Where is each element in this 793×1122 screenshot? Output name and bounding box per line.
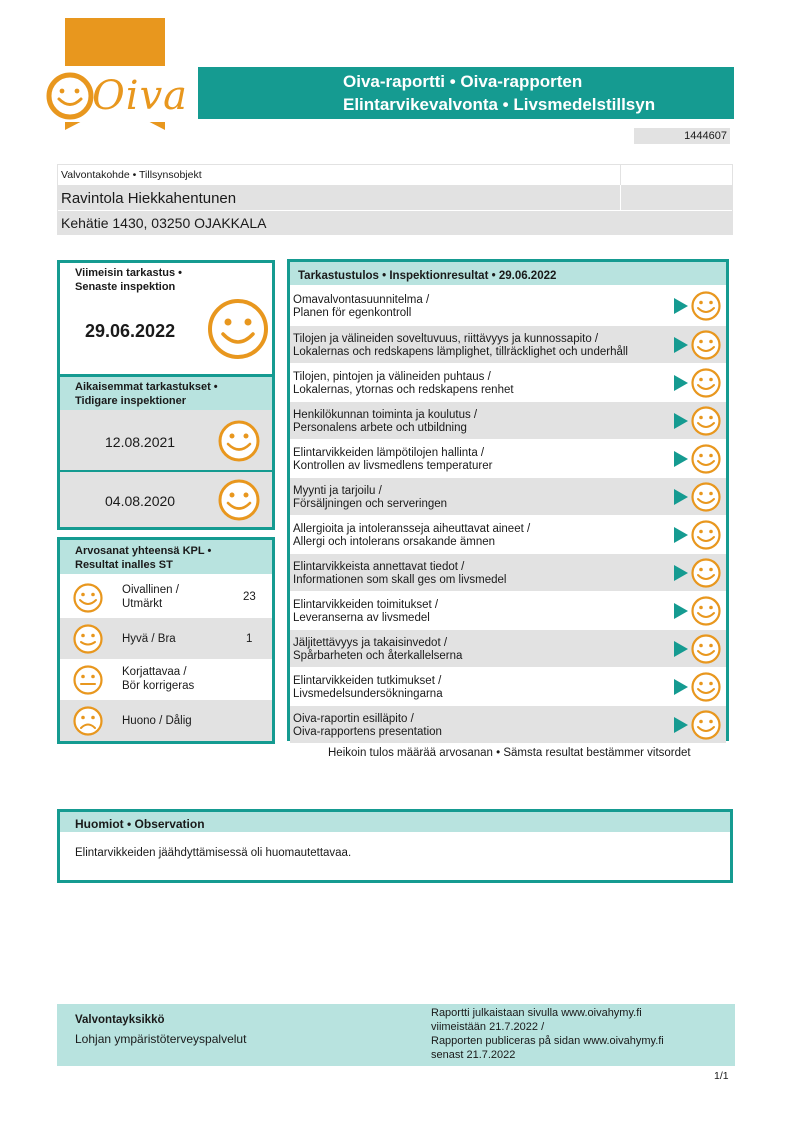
target-label: Valvontakohde • Tillsynsobjekt [61,169,202,181]
smiley-icon [72,664,104,701]
play-arrow-icon[interactable] [674,527,688,543]
result-row [290,477,726,515]
previous-date: 12.08.2021 [105,434,176,450]
report-title-bar [198,67,734,119]
result-row [290,287,726,325]
result-label-line2: Livsmedelsundersökningarna [293,688,443,700]
results-footnote: Heikoin tulos määrää arvosanan • Sämsta resultat bestämmer vitsordet [328,747,691,759]
grade-row [60,659,272,700]
result-row [290,439,726,477]
play-arrow-icon[interactable] [674,298,688,314]
latest-label-line1: Viimeisin tarkastus • [75,267,182,279]
smiley-icon [690,290,722,327]
grade-label-line1: Hyvä / Bra [122,633,176,645]
play-arrow-icon[interactable] [674,603,688,619]
grade-label-line2: Bör korrigeras [122,680,195,692]
unit-label: Valvontayksikkö [75,1014,165,1026]
grade-row [60,577,272,618]
target-name: Ravintola Hiekkahentunen [61,190,237,207]
result-label-line2: Lokalernas, ytornas och redskapens renhet [293,384,514,396]
play-arrow-icon[interactable] [674,641,688,657]
grade-label-line2: Utmärkt [122,598,163,610]
result-label-line1: Elintarvikkeiden tutkimukset / [293,675,442,687]
publish-line1: Raportti julkaistaan sivulla www.oivahymy.fi [431,1007,642,1019]
previous-inspection-row [60,410,272,470]
play-arrow-icon[interactable] [674,489,688,505]
play-arrow-icon[interactable] [674,679,688,695]
smiley-icon [690,367,722,404]
smiley-icon [72,623,104,660]
smiley-icon [217,419,261,463]
result-label-line1: Elintarvikkeista annettavat tiedot / [293,561,465,573]
result-row [290,363,726,401]
grade-count: 23 [243,591,256,603]
latest-inspection-panel [57,260,275,530]
result-label-line2: Allergi och intolerans orsakande ämnen [293,536,496,548]
play-arrow-icon[interactable] [674,451,688,467]
footer-box [57,1004,735,1066]
grade-row [60,618,272,659]
target-info [57,164,733,235]
result-label-line2: Spårbarheten och återkallelserna [293,650,463,662]
report-title-line2: Elintarvikevalvonta • Livsmedelstillsyn [343,95,656,114]
result-row [290,325,726,363]
smiley-icon [690,671,722,708]
report-id-box [634,128,730,144]
oiva-logo [44,18,189,130]
play-arrow-icon[interactable] [674,565,688,581]
smiley-icon [690,557,722,594]
result-row [290,401,726,439]
result-label-line1: Allergioita ja intoleransseja aiheuttavat aineet / [293,523,531,535]
result-label-line1: Elintarvikkeiden lämpötilojen hallinta / [293,447,485,459]
smiley-icon [690,329,722,366]
smiley-icon [690,405,722,442]
smiley-icon [690,709,722,746]
publish-line3: Rapporten publiceras på sidan www.oivahymy.fi [431,1035,664,1047]
smiley-icon [690,481,722,518]
report-id: 1444607 [684,130,727,142]
play-arrow-icon[interactable] [674,717,688,733]
result-row [290,591,726,629]
result-label-line2: Försäljningen och serveringen [293,498,448,510]
page-number: 1/1 [714,1070,729,1082]
observation-text: Elintarvikkeiden jäähdyttämisessä oli huomautettavaa. [75,847,352,859]
grades-panel [57,537,275,744]
result-label-line2: Leveranserna av livsmedel [293,612,430,624]
grade-row [60,700,272,741]
result-row [290,667,726,705]
latest-date: 29.06.2022 [85,321,176,341]
previous-label-line2: Tidigare inspektioner [75,395,187,407]
smiley-icon [690,633,722,670]
smiley-icon [690,595,722,632]
smiley-icon [72,582,104,619]
previous-inspection-row [60,472,272,527]
result-label-line1: Tilojen ja välineiden soveltuvuus, riittävyys ja kunnossapito / [293,333,599,345]
result-label-line2: Planen för egenkontroll [293,307,412,319]
result-label-line2: Oiva-rapportens presentation [293,726,442,738]
result-label-line2: Personalens arbete och utbildning [293,422,467,434]
result-row [290,705,726,743]
grades-label-line1: Arvosanat yhteensä KPL • [75,545,212,557]
grades-label-line2: Resultat inalles ST [75,559,173,571]
result-row [290,553,726,591]
result-row [290,629,726,667]
previous-date: 04.08.2020 [105,493,176,509]
result-label-line1: Elintarvikkeiden toimitukset / [293,599,439,611]
smiley-icon [690,519,722,556]
grade-label-line1: Oivallinen / [122,584,179,596]
result-label-line2: Informationen som skall ges om livsmedel [293,574,507,586]
inspection-results-panel [287,259,729,741]
grade-count: 1 [246,633,253,645]
result-label-line1: Omavalvontasuunnitelma / [293,294,430,306]
smiley-icon [217,478,261,522]
result-row [290,515,726,553]
result-label-line2: Lokalernas och redskapens lämplighet, tillräcklighet och underhåll [293,346,628,358]
play-arrow-icon[interactable] [674,337,688,353]
report-title-line1: Oiva-raportti • Oiva-rapporten [343,72,583,91]
grade-label-line1: Korjattavaa / [122,666,187,678]
logo-text: Oiva [92,73,189,119]
observation-panel [57,809,733,883]
play-arrow-icon[interactable] [674,413,688,429]
play-arrow-icon[interactable] [674,375,688,391]
target-address: Kehätie 1430, 03250 OJAKKALA [61,215,267,231]
publish-line2: viimeistään 21.7.2022 / [431,1021,545,1033]
result-label-line1: Henkilökunnan toiminta ja koulutus / [293,409,478,421]
previous-label-line1: Aikaisemmat tarkastukset • [75,381,218,393]
unit-name: Lohjan ympäristöterveyspalvelut [75,1032,247,1046]
publish-line4: senast 21.7.2022 [431,1049,516,1061]
smiley-icon [690,443,722,480]
result-label-line1: Jäljitettävyys ja takaisinvedot / [293,637,448,649]
results-header: Tarkastustulos • Inspektionresultat • 29.06.2022 [298,270,557,282]
grade-label-line1: Huono / Dålig [122,715,192,727]
result-label-line1: Myynti ja tarjoilu / [293,485,382,497]
latest-smiley-icon [206,297,270,361]
observation-header: Huomiot • Observation [75,817,205,831]
latest-label-line2: Senaste inspektion [75,281,176,293]
frown-icon [72,705,104,742]
result-label-line1: Tilojen, pintojen ja välineiden puhtaus / [293,371,491,383]
result-label-line2: Kontrollen av livsmedlens temperaturer [293,460,493,472]
result-label-line1: Oiva-raportin esilläpito / [293,713,414,725]
